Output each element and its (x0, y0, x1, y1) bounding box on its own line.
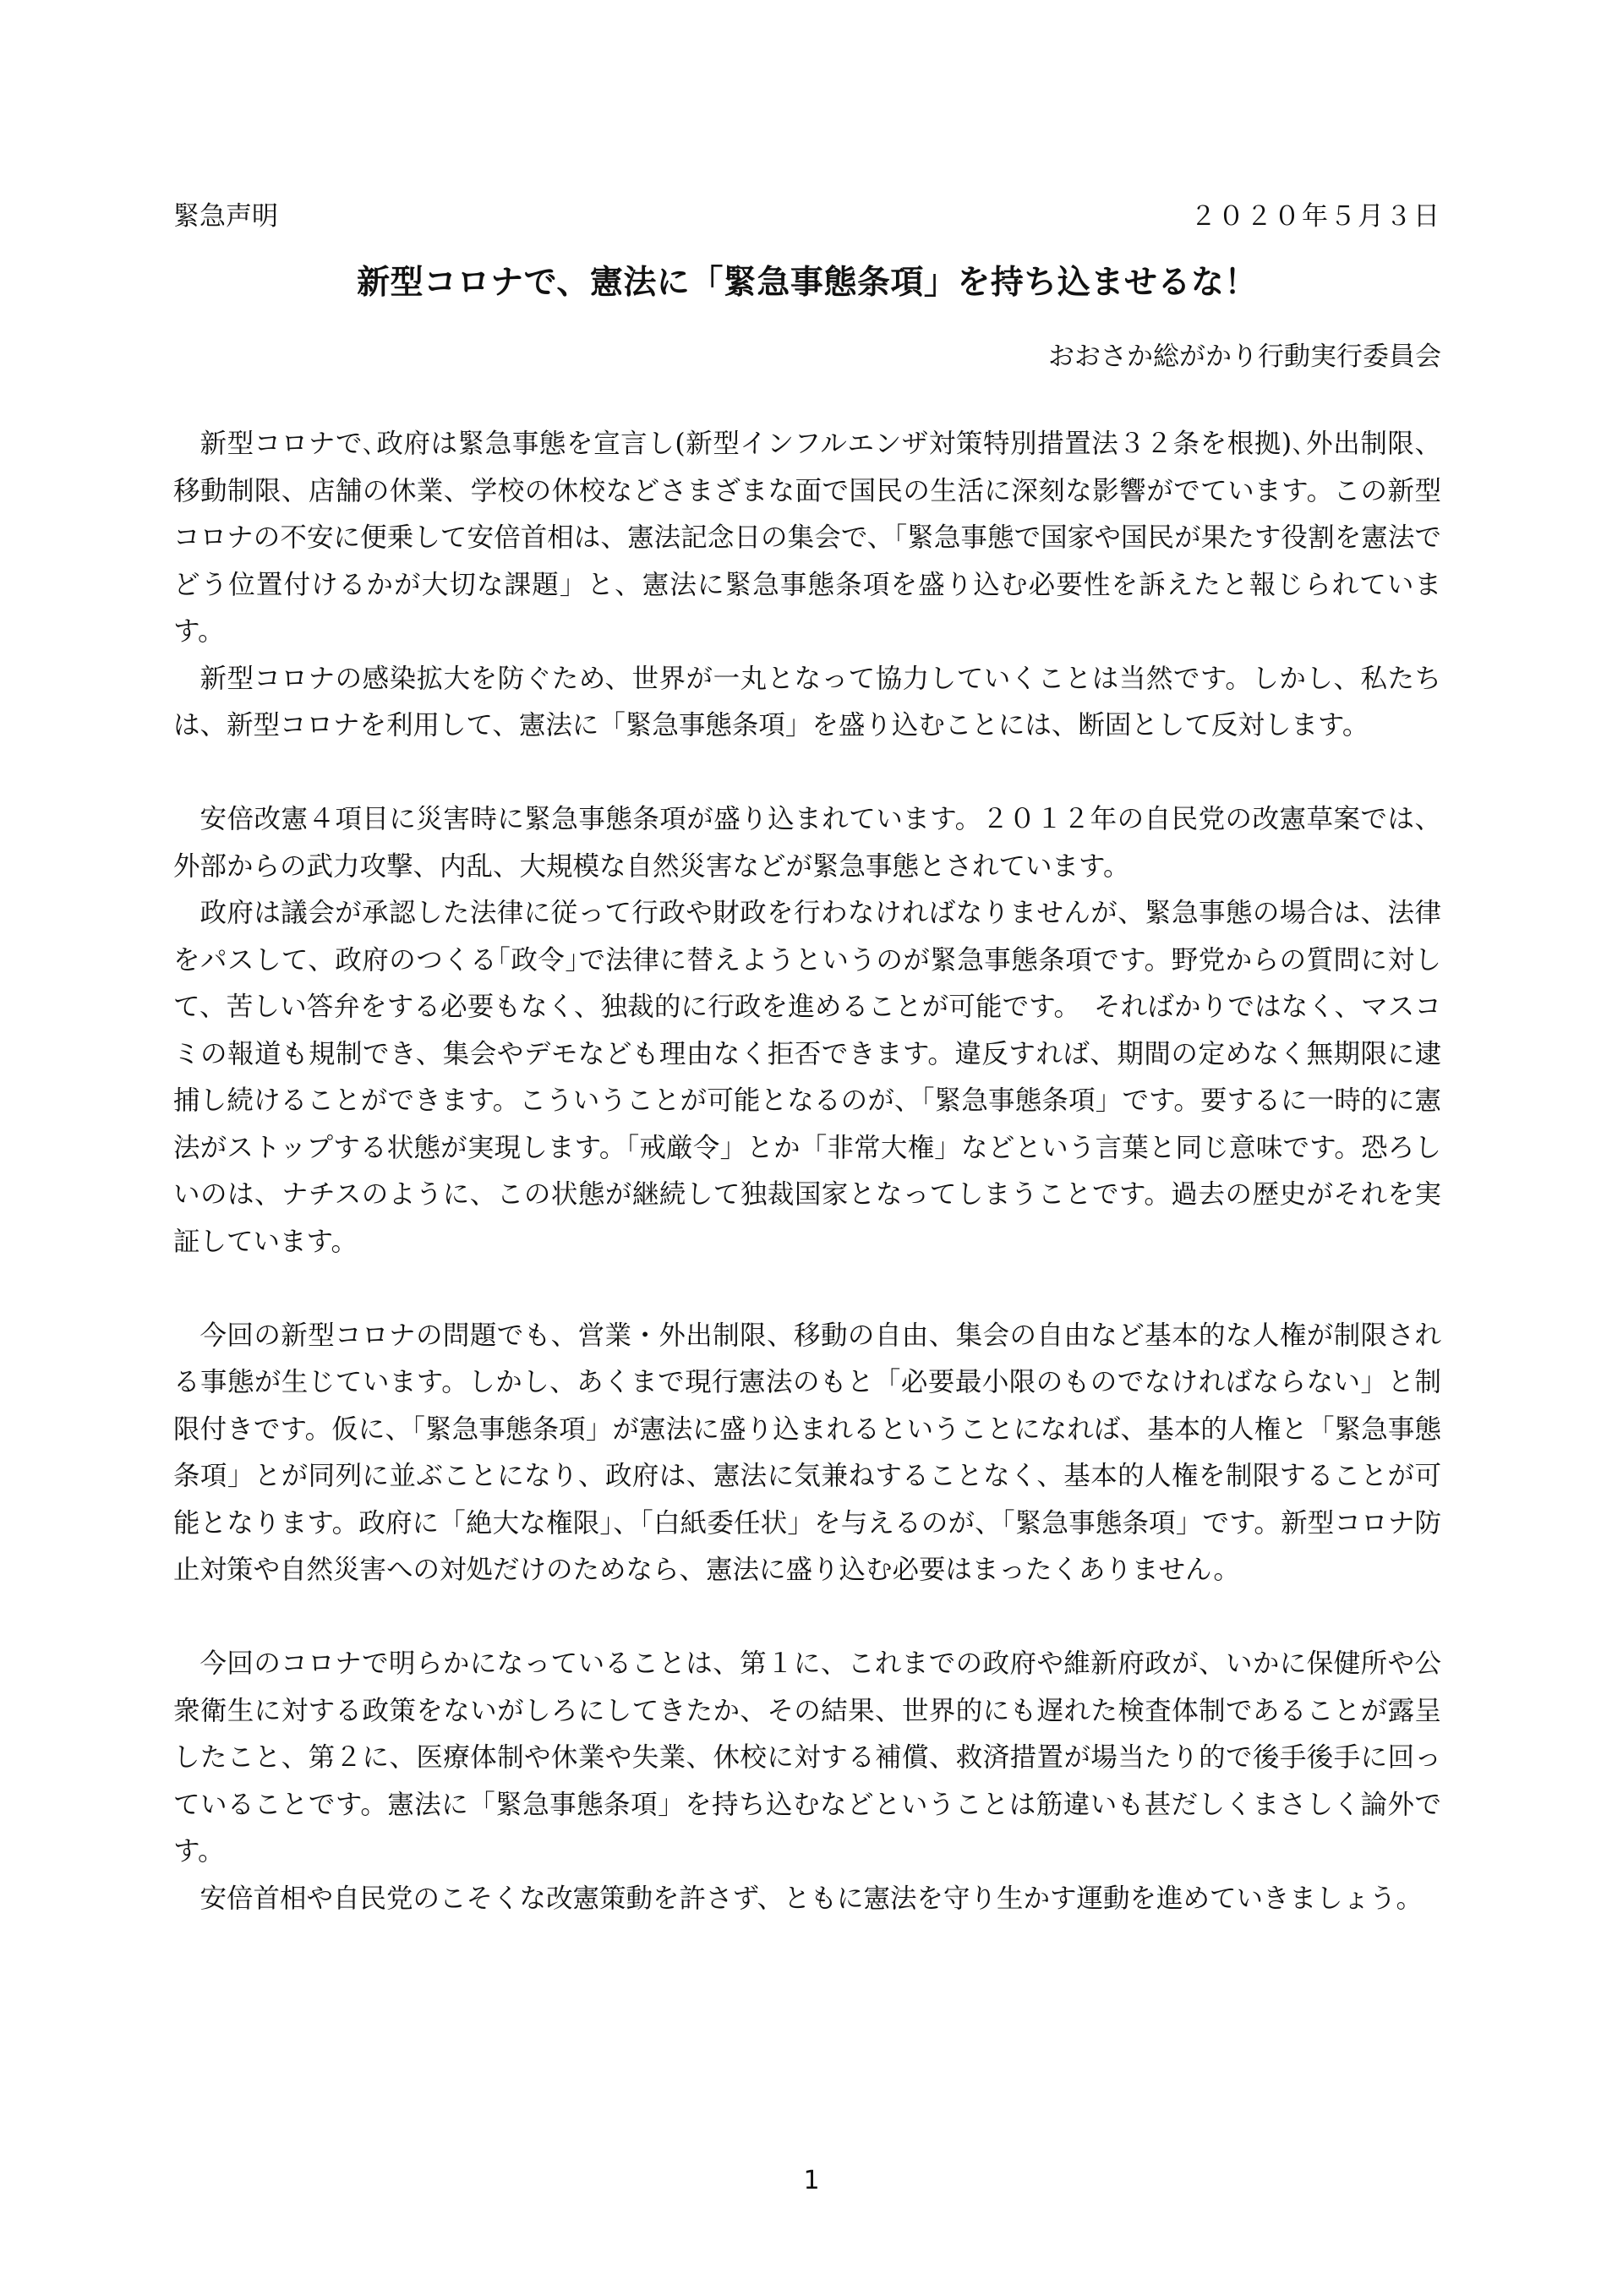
section-divider (173, 750, 1441, 797)
document-author: おおさか総がかり行動実行委員会 (1048, 342, 1441, 372)
document-type-label: 緊急声明 (173, 201, 278, 232)
paragraph: 新型コロナで､政府は緊急事態を宣言し(新型インフルエンザ対策特別措置法３２条を根拠)､外出制限、移動制限、店舗の休業、学校の休校などさまざまな面で国民の生活に深刻な影響がでています。この新型コロナの不安に便乗して安倍首相は、憲法記念日の集会で、「緊急事態で国家や国民が果たす役割を憲法でどう位置付けるかが大切な課題」と、憲法に緊急事態条項を盛り込む必要性を訴えたと報じられています。 (173, 429, 1441, 647)
document-title: 新型コロナで、憲法に「緊急事態条項」を持ち込ませるな！ (357, 264, 1258, 302)
document-header (173, 196, 1441, 237)
document-date: ２０２０年５月３日 (1190, 201, 1441, 232)
paragraph: 安倍首相や自民党のこそくな改憲策動を許さず、ともに憲法を守り生かす運動を進めていきましょう。 (199, 1883, 1423, 1914)
page-number: 1 (803, 2166, 820, 2195)
section-divider (173, 1594, 1441, 1642)
paragraph: 今回の新型コロナの問題でも、営業・外出制限、移動の自由、集会の自由など基本的な人権が制限される事態が生じています。しかし、あくまで現行憲法のもと「必要最小限のものでなければならない」と制限付きです。仮に、「緊急事態条項」が憲法に盛り込まれるということになれば、基本的人権と「緊急事態条項」とが同列に並ぶことになり、政府は、憲法に気兼ねすることなく、基本的人権を制限することが可能となります。政府に「絶大な権限」、「白紙委任状」を与えるのが、「緊急事態条項」です。新型コロナ防止対策や自然災害への対処だけのためなら、憲法に盛り込む必要はまったくありません。 (173, 1320, 1441, 1585)
paragraph: 今回のコロナで明らかになっていることは、第１に、これまでの政府や維新府政が、いかに保健所や公衆衛生に対する政策をないがしろにしてきたか、その結果、世界的にも遅れた検査体制であることが露呈したこと、第２に、医療体制や休業や失業、休校に対する補償、救済措置が場当たり的で後手後手に回っていることです。憲法に「緊急事態条項」を持ち込むなどということは筋違いも甚だしくまさしく論外です。 (173, 1648, 1441, 1867)
document-body (173, 421, 1441, 1922)
paragraph: 安倍改憲４項目に災害時に緊急事態条項が盛り込まれています。２０１２年の自民党の改憲草案では、外部からの武力攻撃、内乱、大規模な自然災害などが緊急事態とされています。 (173, 804, 1441, 882)
paragraph: 政府は議会が承認した法律に従って行政や財政を行わなければなりませんが、緊急事態の場合は、法律をパスして、政府のつくる｢政令｣で法律に替えようというのが緊急事態条項です。野党からの質問に対して、苦しい答弁をする必要もなく、独裁的に行政を進めることが可能です。 そればかりではなく、マスコミの報道も規制でき、集会やデモなども理由なく拒否できます。違反すれば、期間の定めなく無期限に逮捕し続けることができます。こういうことが可能となるのが、「緊急事態条項」です。要するに一時的に憲法がストップする状態が実現します。「戒厳令」とか「非常大権」などという言葉と同じ意味です。恐ろしいのは、ナチスのように、この状態が継続して独裁国家となってしまうことです。過去の歴史がそれを実証しています。 (173, 898, 1441, 1257)
paragraph: 新型コロナの感染拡大を防ぐため、世界が一丸となって協力していくことは当然です。しかし、私たちは、新型コロナを利用して、憲法に「緊急事態条項」を盛り込むことには、断固として反対します。 (173, 663, 1441, 741)
section-divider (173, 1266, 1441, 1313)
